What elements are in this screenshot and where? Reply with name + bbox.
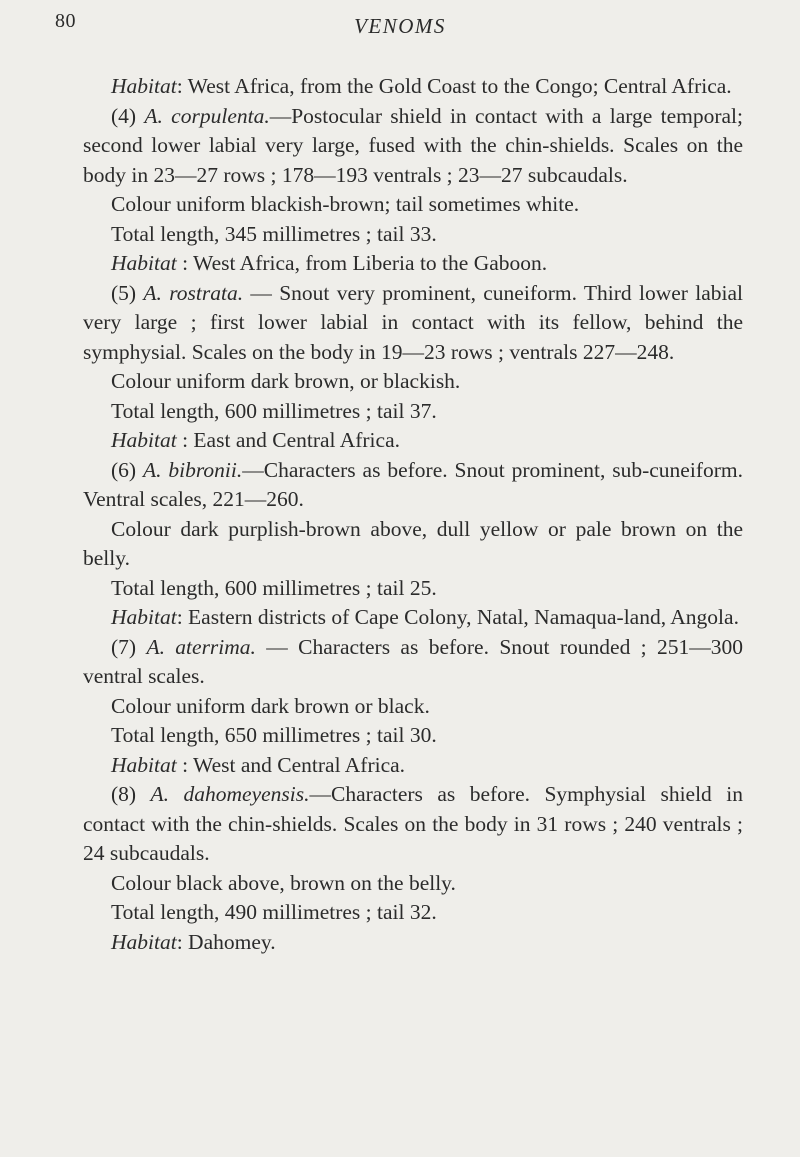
paragraph-text: : East and Central Africa. bbox=[176, 428, 400, 452]
paragraph bbox=[83, 190, 743, 220]
paragraph-text: Colour dark purplish-brown above, dull yellow or pale brown on the belly. bbox=[83, 516, 743, 570]
paragraph-text: Colour uniform dark brown, or blackish. bbox=[111, 369, 461, 393]
paragraph-text: : Dahomey. bbox=[176, 929, 276, 954]
entry-number: (6) bbox=[111, 457, 143, 482]
paragraph bbox=[83, 426, 743, 456]
paragraph-text: Total length, 650 millimetres ; tail 30. bbox=[111, 723, 437, 747]
entry-number: (4) bbox=[111, 103, 145, 128]
paragraph-text: — Characters as before. Snout rounded ; 251—300 ventral scales. bbox=[83, 634, 744, 688]
paragraph-text: Total length, 600 millimetres ; tail 37. bbox=[111, 398, 437, 423]
habitat-label: Habitat bbox=[111, 251, 177, 275]
paragraph bbox=[83, 515, 743, 574]
paragraph bbox=[83, 751, 743, 781]
paragraph-text: Total length, 490 millimetres ; tail 32. bbox=[111, 900, 437, 924]
paragraph bbox=[83, 692, 743, 722]
paragraph-text: : West Africa, from the Gold Coast to the Congo; Central Africa. bbox=[176, 74, 732, 98]
paragraph bbox=[83, 397, 743, 427]
species-name: A. corpulenta. bbox=[144, 103, 270, 128]
paragraph-text: Total length, 600 millimetres ; tail 25. bbox=[111, 575, 437, 600]
entry-number: (5) bbox=[111, 280, 144, 305]
paragraph bbox=[83, 603, 743, 633]
paragraph bbox=[83, 220, 743, 250]
species-name: A. aterrima. bbox=[146, 634, 256, 659]
habitat-label: Habitat bbox=[111, 605, 177, 629]
page-body bbox=[83, 72, 743, 957]
paragraph-text: Colour uniform dark brown or black. bbox=[111, 693, 430, 718]
paragraph-text: —Characters as before. Snout prominent, sub-cuneiform. Ventral scales, 221—260. bbox=[83, 457, 743, 511]
paragraph-text: — Snout very prominent, cuneiform. Third lower labial very large ; first lower labial in contact with its fellow, behind the symphysial. Scales on the body in 19—23 rows ; ventrals 227—248. bbox=[83, 280, 743, 364]
paragraph-text: —Postocular shield in contact with a large temporal; second lower labial very large, fused with the chin-shields. Scales on the body in 23—27 rows ; 178—193 ventrals ; 23—27 subcaudals. bbox=[83, 103, 743, 187]
habitat-label: Habitat bbox=[111, 428, 177, 452]
paragraph bbox=[83, 928, 743, 958]
paragraph-text: Colour uniform blackish-brown; tail sometimes white. bbox=[111, 192, 580, 216]
running-title: VENOMS bbox=[354, 14, 446, 38]
paragraph bbox=[83, 249, 743, 279]
paragraph bbox=[83, 367, 743, 397]
paragraph-text: Colour black above, brown on the belly. bbox=[111, 870, 456, 895]
paragraph-text: : Eastern districts of Cape Colony, Natal, Namaqua-land, Angola. bbox=[176, 605, 739, 629]
entry-number: (7) bbox=[111, 634, 147, 659]
page-number: 80 bbox=[55, 10, 76, 32]
species-name: A. bibronii. bbox=[142, 457, 243, 482]
paragraph bbox=[83, 869, 743, 899]
habitat-label: Habitat bbox=[111, 752, 177, 777]
paragraph bbox=[83, 72, 743, 102]
paragraph bbox=[83, 574, 743, 604]
paragraph bbox=[83, 898, 743, 928]
species-entry bbox=[83, 102, 743, 191]
paragraph-text: —Characters as before. Symphysial shield in contact with the chin-shields. Scales on the body in 31 rows ; 240 ventrals ; 24 subcaudals. bbox=[83, 782, 743, 865]
species-entry bbox=[83, 780, 743, 869]
paragraph-text: : West and Central Africa. bbox=[176, 752, 406, 777]
species-name: A. rostrata. bbox=[143, 280, 244, 305]
paragraph-text: Total length, 345 millimetres ; tail 33. bbox=[111, 221, 437, 246]
species-entry bbox=[83, 633, 743, 692]
habitat-label: Habitat bbox=[111, 929, 177, 954]
species-entry bbox=[83, 279, 743, 368]
paragraph-text: : West Africa, from Liberia to the Gaboon. bbox=[176, 251, 548, 275]
paragraph bbox=[83, 721, 743, 751]
species-entry bbox=[83, 456, 743, 515]
habitat-label: Habitat bbox=[111, 74, 177, 98]
entry-number: (8) bbox=[111, 782, 151, 806]
species-name: A. dahomeyensis. bbox=[150, 782, 310, 806]
